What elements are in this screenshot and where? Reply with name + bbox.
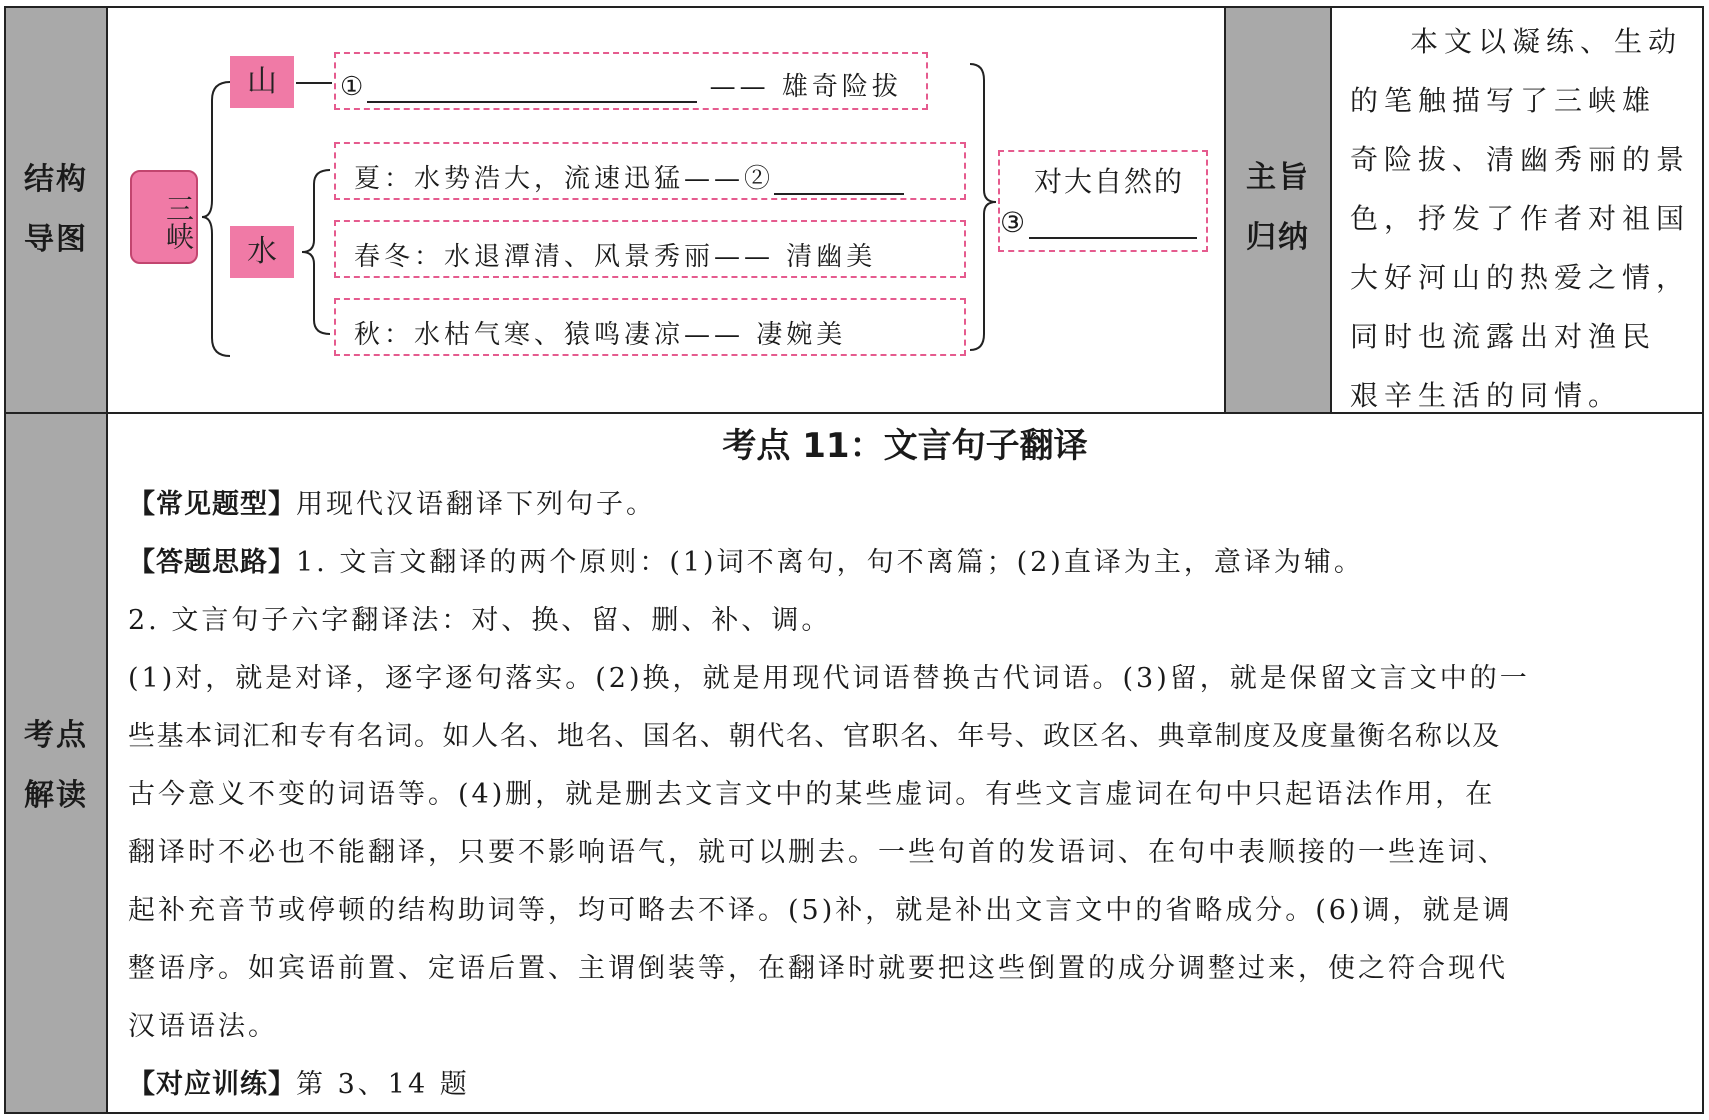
conclusion-brace: [968, 62, 1000, 352]
water-brace: [300, 168, 336, 338]
mountain-feature: —— 雄奇险拔: [709, 72, 902, 102]
summary-line: 本文以凝练、生动: [1410, 25, 1683, 58]
paragraph-line: 翻译时不必也不能翻译，只要不影响语气，就可以删去。一些句首的发语词、在句中表顺接的一些连词、: [128, 837, 1508, 868]
summary-line: 同时也流露出对渔民: [1350, 320, 1657, 353]
summary-line: 色，抒发了作者对祖国: [1350, 202, 1691, 235]
common-type-line: [128, 476, 1693, 534]
structure-label: [6, 150, 106, 270]
conclusion-line-1: [1034, 160, 1184, 200]
theme-summary: [1350, 12, 1690, 425]
label-line: 考点: [24, 718, 88, 753]
answer-blank-2[interactable]: [774, 165, 904, 195]
common-type-label: 【常见题型】: [128, 489, 296, 520]
conclusion-line-2: [1000, 206, 1197, 239]
water-node: [230, 226, 294, 278]
water-label: 水: [247, 234, 277, 269]
summary-line: 的笔触描写了三峡雄: [1350, 84, 1657, 117]
summary-line: 奇险拔、清幽秀丽的景: [1350, 143, 1691, 176]
mountain-node: [230, 56, 294, 108]
paragraph-line: 整语序。如宾语前置、定语后置、主谓倒装等，在翻译时就要把这些倒置的成分调整过来，使之符合现代: [128, 953, 1508, 984]
label-line: 主旨: [1246, 160, 1310, 195]
training-label: 【对应训练】: [128, 1069, 296, 1100]
label-line: 导图: [24, 222, 88, 257]
method-line: 2. 文言句子六字翻译法：对、换、留、删、补、调。: [128, 605, 832, 636]
summer-text: 夏：水势浩大，流速迅猛——②: [354, 164, 775, 194]
autumn-text: 秋：水枯气寒、猿鸣凄凉—— 凄婉美: [354, 320, 847, 350]
connector: [296, 82, 332, 84]
approach-line: [128, 534, 1693, 592]
mountain-item: [340, 66, 902, 103]
section-title: 考点 11：文言句子翻译: [722, 426, 1088, 466]
analysis-content: [128, 476, 1693, 1114]
mountain-label: 山: [247, 64, 277, 99]
paragraph-line: 汉语语法。: [128, 1011, 278, 1042]
approach-label: 【答题思路】: [128, 547, 296, 578]
blank-number: ③: [1000, 206, 1030, 239]
root-brace: [200, 80, 240, 360]
paragraph-line: 起补充音节或停顿的结构助词等，均可略去不译。(5)补，就是补出文言文中的省略成分。(6)调，就是调: [128, 895, 1513, 926]
answer-blank-1[interactable]: [367, 73, 697, 103]
theme-label: [1226, 148, 1330, 268]
spring-winter-text: 春冬：水退潭清、风景秀丽—— 清幽美: [354, 242, 877, 272]
spring-winter-item: [354, 236, 876, 273]
conclusion-text: 对大自然的: [1034, 165, 1185, 198]
common-type-text: 用现代汉语翻译下列句子。: [296, 489, 656, 520]
summer-item: [354, 158, 904, 195]
answer-blank-3[interactable]: [1029, 207, 1197, 239]
paragraph-line: 古今意义不变的词语等。(4)删，就是删去文言文中的某些虚词。有些文言虚词在句中只起语法作用，在: [128, 779, 1496, 810]
divider: [1330, 6, 1332, 412]
training-text: 第 3、14 题: [296, 1069, 470, 1100]
paragraph-line: 些基本词汇和专有名词。如人名、地名、国名、朝代名、官职名、年号、政区名、典章制度及度量衡名称以及: [128, 721, 1501, 752]
label-line: 解读: [24, 778, 88, 813]
analysis-label: [6, 706, 106, 826]
summary-line: 大好河山的热爱之情，: [1350, 261, 1691, 294]
approach-text: 1. 文言文翻译的两个原则：(1)词不离句，句不离篇；(2)直译为主，意译为辅。: [296, 547, 1364, 578]
label-line: 归纳: [1246, 220, 1310, 255]
autumn-item: [354, 314, 846, 351]
training-line: [128, 1056, 1693, 1114]
blank-number: ①: [340, 72, 368, 102]
root-node: [130, 170, 198, 264]
root-label: 三峡: [162, 194, 195, 250]
divider: [106, 6, 108, 1112]
summary-line: 艰辛生活的同情。: [1350, 379, 1623, 412]
label-line: 结构: [24, 162, 88, 197]
paragraph-line: (1)对，就是对译，逐字逐句落实。(2)换，就是用现代词语替换古代词语。(3)留，就是保留文言文中的一: [128, 663, 1530, 694]
